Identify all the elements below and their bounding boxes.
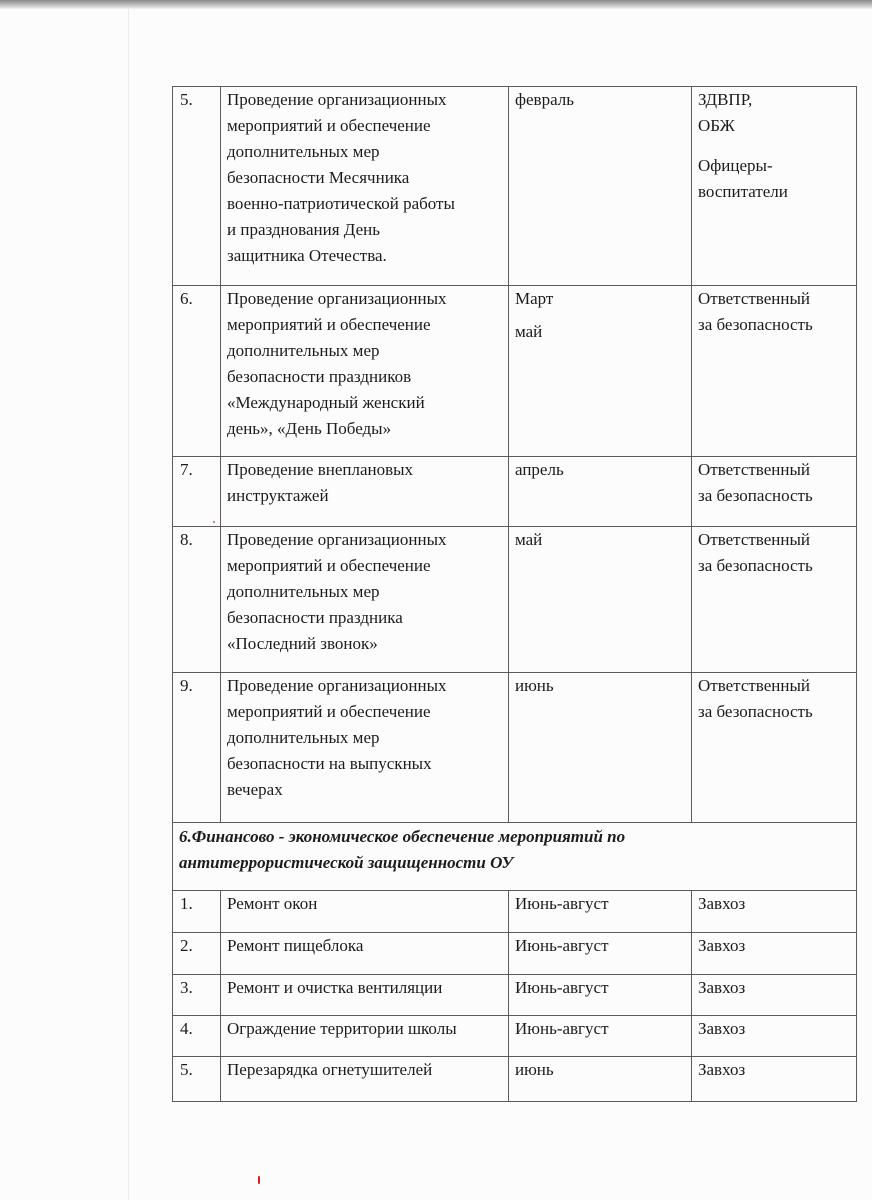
- description-line: безопасности Месячника: [227, 168, 410, 187]
- description-line: мероприятий и обеспечение: [227, 702, 431, 721]
- row-date: [509, 673, 692, 823]
- row-responsible: [692, 286, 857, 457]
- description-line: мероприятий и обеспечение: [227, 315, 431, 334]
- responsible-line: воспитатели: [698, 182, 788, 201]
- row-responsible: Завхоз: [692, 1057, 857, 1102]
- description-line: Проведение организационных: [227, 676, 447, 695]
- table-row: [173, 1057, 857, 1102]
- table-row: [173, 457, 857, 527]
- description-line: военно-патриотической работы: [227, 194, 455, 213]
- description-line: дополнительных мер: [227, 582, 380, 601]
- row-number: 5.: [173, 1057, 221, 1102]
- section-heading-line: 6.Финансово - экономическое обеспечение мероприятий по: [179, 827, 626, 846]
- row-number: 4.: [173, 1016, 221, 1057]
- date-line: май: [515, 322, 543, 341]
- row-description: [221, 527, 509, 673]
- description-line: дополнительных мер: [227, 341, 380, 360]
- description-line: Проведение внеплановых: [227, 460, 414, 479]
- row-date: Июнь-август: [509, 975, 692, 1016]
- description-line: «Международный женский: [227, 393, 425, 412]
- scan-speck: [258, 1176, 260, 1184]
- row-responsible: Завхоз: [692, 1016, 857, 1057]
- description-line: дополнительных мер: [227, 142, 380, 161]
- activities-table: [172, 86, 857, 1102]
- description-line: «Последний звонок»: [227, 634, 378, 653]
- row-number: 9.: [173, 673, 221, 823]
- page-fold-line: [128, 9, 129, 1200]
- scanner-edge-shadow: [0, 0, 872, 9]
- table-row: [173, 933, 857, 975]
- row-description: Ремонт и очистка вентиляции: [221, 975, 509, 1016]
- row-responsible: [692, 87, 857, 286]
- table-row: [173, 1016, 857, 1057]
- table-row: [173, 673, 857, 823]
- description-line: Проведение организационных: [227, 289, 447, 308]
- responsible-line: Ответственный: [698, 676, 810, 695]
- description-line: дополнительных мер: [227, 728, 380, 747]
- date-line: февраль: [515, 90, 575, 109]
- date-line: май: [515, 530, 543, 549]
- date-line: апрель: [515, 460, 564, 479]
- responsible-line: ОБЖ: [698, 116, 735, 135]
- description-line: инструктажей: [227, 486, 329, 505]
- description-line: Проведение организационных: [227, 90, 447, 109]
- row-date: Июнь-август: [509, 1016, 692, 1057]
- row-description: Перезарядка огнетушителей: [221, 1057, 509, 1102]
- row-responsible: [692, 527, 857, 673]
- row-description: [221, 673, 509, 823]
- section-heading-row: [173, 823, 857, 891]
- row-date: [509, 457, 692, 527]
- table-row: [173, 891, 857, 933]
- row-number: 1.: [173, 891, 221, 933]
- row-date: [509, 527, 692, 673]
- responsible-line: ЗДВПР,: [698, 90, 753, 109]
- table-row: [173, 286, 857, 457]
- description-line: безопасности праздников: [227, 367, 412, 386]
- responsible-line: за безопасность: [698, 486, 813, 505]
- row-description: Ограждение территории школы: [221, 1016, 509, 1057]
- row-number: 7.: [173, 457, 221, 527]
- description-line: безопасности праздника: [227, 608, 403, 627]
- table-row: [173, 527, 857, 673]
- section-heading: [173, 823, 857, 891]
- responsible-line: Ответственный: [698, 460, 810, 479]
- description-line: вечерах: [227, 780, 283, 799]
- row-number: 3.: [173, 975, 221, 1016]
- row-date: Июнь-август: [509, 891, 692, 933]
- row-date: Июнь-август: [509, 933, 692, 975]
- description-line: Проведение организационных: [227, 530, 447, 549]
- description-line: мероприятий и обеспечение: [227, 556, 431, 575]
- row-description: Ремонт окон: [221, 891, 509, 933]
- row-description: Ремонт пищеблока: [221, 933, 509, 975]
- responsible-line: за безопасность: [698, 315, 813, 334]
- table-row: [173, 975, 857, 1016]
- row-number: 6.: [173, 286, 221, 457]
- table-row: [173, 87, 857, 286]
- date-line: Март: [515, 289, 554, 308]
- row-number: 5.: [173, 87, 221, 286]
- description-line: мероприятий и обеспечение: [227, 116, 431, 135]
- row-responsible: Завхоз: [692, 933, 857, 975]
- section-heading-line: антитеррористической защищенности ОУ: [179, 853, 514, 872]
- responsible-line: за безопасность: [698, 556, 813, 575]
- row-responsible: [692, 673, 857, 823]
- row-description: [221, 457, 509, 527]
- row-number: 8.: [173, 527, 221, 673]
- row-responsible: Завхоз: [692, 975, 857, 1016]
- description-line: и празднования День: [227, 220, 380, 239]
- row-number: 2.: [173, 933, 221, 975]
- description-line: защитника Отечества.: [227, 246, 387, 265]
- row-date: [509, 87, 692, 286]
- date-line: июнь: [515, 676, 554, 695]
- responsible-line: Ответственный: [698, 530, 810, 549]
- responsible-line: Ответственный: [698, 289, 810, 308]
- row-description: [221, 87, 509, 286]
- row-description: [221, 286, 509, 457]
- row-date: июнь: [509, 1057, 692, 1102]
- responsible-line: за безопасность: [698, 702, 813, 721]
- description-line: день», «День Победы»: [227, 419, 392, 438]
- row-responsible: [692, 457, 857, 527]
- description-line: безопасности на выпускных: [227, 754, 432, 773]
- scan-speck: [213, 521, 215, 523]
- responsible-line: Офицеры-: [698, 156, 773, 175]
- row-date: [509, 286, 692, 457]
- row-responsible: Завхоз: [692, 891, 857, 933]
